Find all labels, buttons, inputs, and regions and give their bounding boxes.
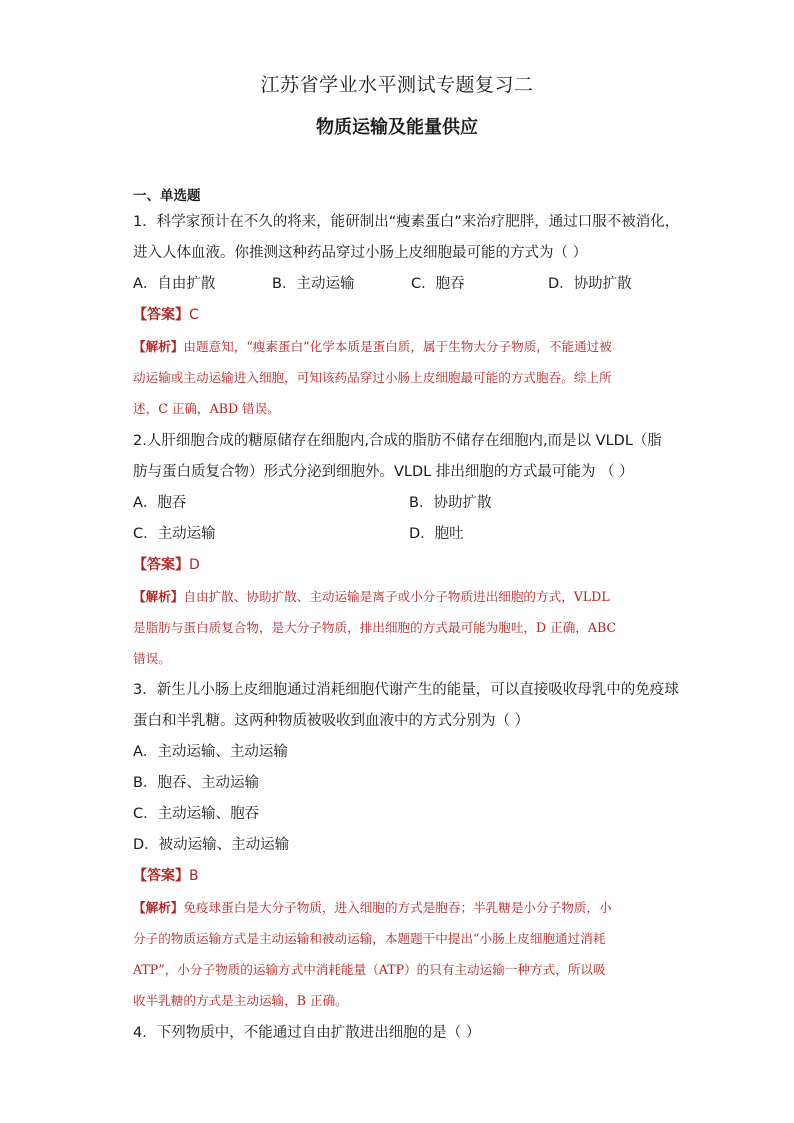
q1-option-c: C．胞吞: [411, 276, 465, 292]
section-heading: 一、单选题: [133, 188, 201, 204]
q1-answer: [133, 305, 199, 325]
q1-analysis-line-3: 述，C 正确，ABD 错误。: [133, 401, 280, 416]
q2-analysis-line-3: 错误。: [133, 651, 171, 666]
q4-stem-line-1: 4．下列物质中，不能通过自由扩散进出细胞的是（ ）: [133, 1025, 481, 1041]
q1-stem-line-1: 1．科学家预计在不久的将来，能研制出“瘦素蛋白”来治疗肥胖，通过口服不被消化，: [133, 214, 680, 230]
q3-analysis-line-1: [133, 898, 663, 918]
q2-analysis-line-1: [133, 587, 663, 607]
q2-option-a: A．胞吞: [133, 495, 187, 511]
q1-option-b: B．主动运输: [272, 276, 355, 292]
document-subtitle: 物质运输及能量供应: [316, 117, 478, 138]
q1-analysis-line-2: 动运输或主动运输进入细胞，可知该药品穿过小肠上皮细胞最可能的方式胞吞。综上所: [133, 370, 612, 385]
q1-option-a: A．自由扩散: [133, 276, 216, 292]
q3-answer: [133, 866, 199, 886]
q3-option-d: D．被动运输、主动运输: [133, 837, 290, 853]
analysis-tag: 【解析】: [133, 900, 184, 915]
analysis-tag: 【解析】: [133, 589, 184, 604]
q1-analysis-text-1: 由题意知，“瘦素蛋白”化学本质是蛋白质，属于生物大分子物质，不能通过被: [183, 339, 612, 354]
q2-option-c: C．主动运输: [133, 526, 216, 542]
q3-analysis-line-4: 收半乳糖的方式是主动运输，B 正确。: [133, 993, 348, 1008]
q2-answer-value: D: [189, 557, 200, 573]
q2-analysis-line-2: 是脂肪与蛋白质复合物，是大分子物质，排出细胞的方式最可能为胞吐，D 正确，ABC: [133, 620, 617, 635]
q3-stem-line-2: 蛋白和半乳糖。这两种物质被吸收到血液中的方式分别为（ ）: [133, 713, 530, 729]
q2-stem-line-1: 2.人肝细胞合成的糖原储存在细胞内,合成的脂肪不储存在细胞内,而是以 VLDL（脂: [133, 433, 662, 449]
q3-analysis-line-2: 分子的物质运输方式是主动运输和被动运输，本题题干中提出“小肠上皮细胞通过消耗: [133, 931, 606, 946]
q3-stem-line-1: 3．新生儿小肠上皮细胞通过消耗细胞代谢产生的能量，可以直接吸收母乳中的免疫球: [133, 682, 679, 698]
answer-tag: 【答案】: [133, 307, 189, 323]
q3-option-a: A．主动运输、主动运输: [133, 744, 288, 760]
q3-analysis-line-3: ATP”，小分子物质的运输方式中消耗能量（ATP）的只有主动运输一种方式，所以吸: [133, 962, 606, 977]
answer-tag: 【答案】: [133, 868, 189, 884]
q2-analysis-text-1: 自由扩散、协助扩散、主动运输是离子或小分子物质进出细胞的方式，VLDL: [183, 589, 610, 604]
q2-stem-line-2: 肪与蛋白质复合物）形式分泌到细胞外。VLDL 排出细胞的方式最可能为 （ ）: [133, 464, 634, 480]
q1-option-d: D．协助扩散: [548, 276, 632, 292]
document-title: 江苏省学业水平测试专题复习二: [260, 74, 534, 96]
q2-answer: [133, 555, 200, 575]
q3-analysis-text-1: 免疫球蛋白是大分子物质，进入细胞的方式是胞吞；半乳糖是小分子物质，小: [183, 900, 612, 915]
q2-option-b: B．协助扩散: [409, 495, 492, 511]
q3-option-b: B．胞吞、主动运输: [133, 775, 259, 791]
q2-option-d: D．胞吐: [409, 526, 464, 542]
q1-stem-line-2: 进入人体血液。你推测这种药品穿过小肠上皮细胞最可能的方式为（ ）: [133, 245, 588, 261]
answer-tag: 【答案】: [133, 557, 189, 573]
q1-answer-value: C: [189, 307, 199, 323]
q3-answer-value: B: [189, 868, 199, 884]
q1-analysis-line-1: [133, 337, 663, 357]
q3-option-c: C．主动运输、胞吞: [133, 806, 260, 822]
analysis-tag: 【解析】: [133, 339, 184, 354]
